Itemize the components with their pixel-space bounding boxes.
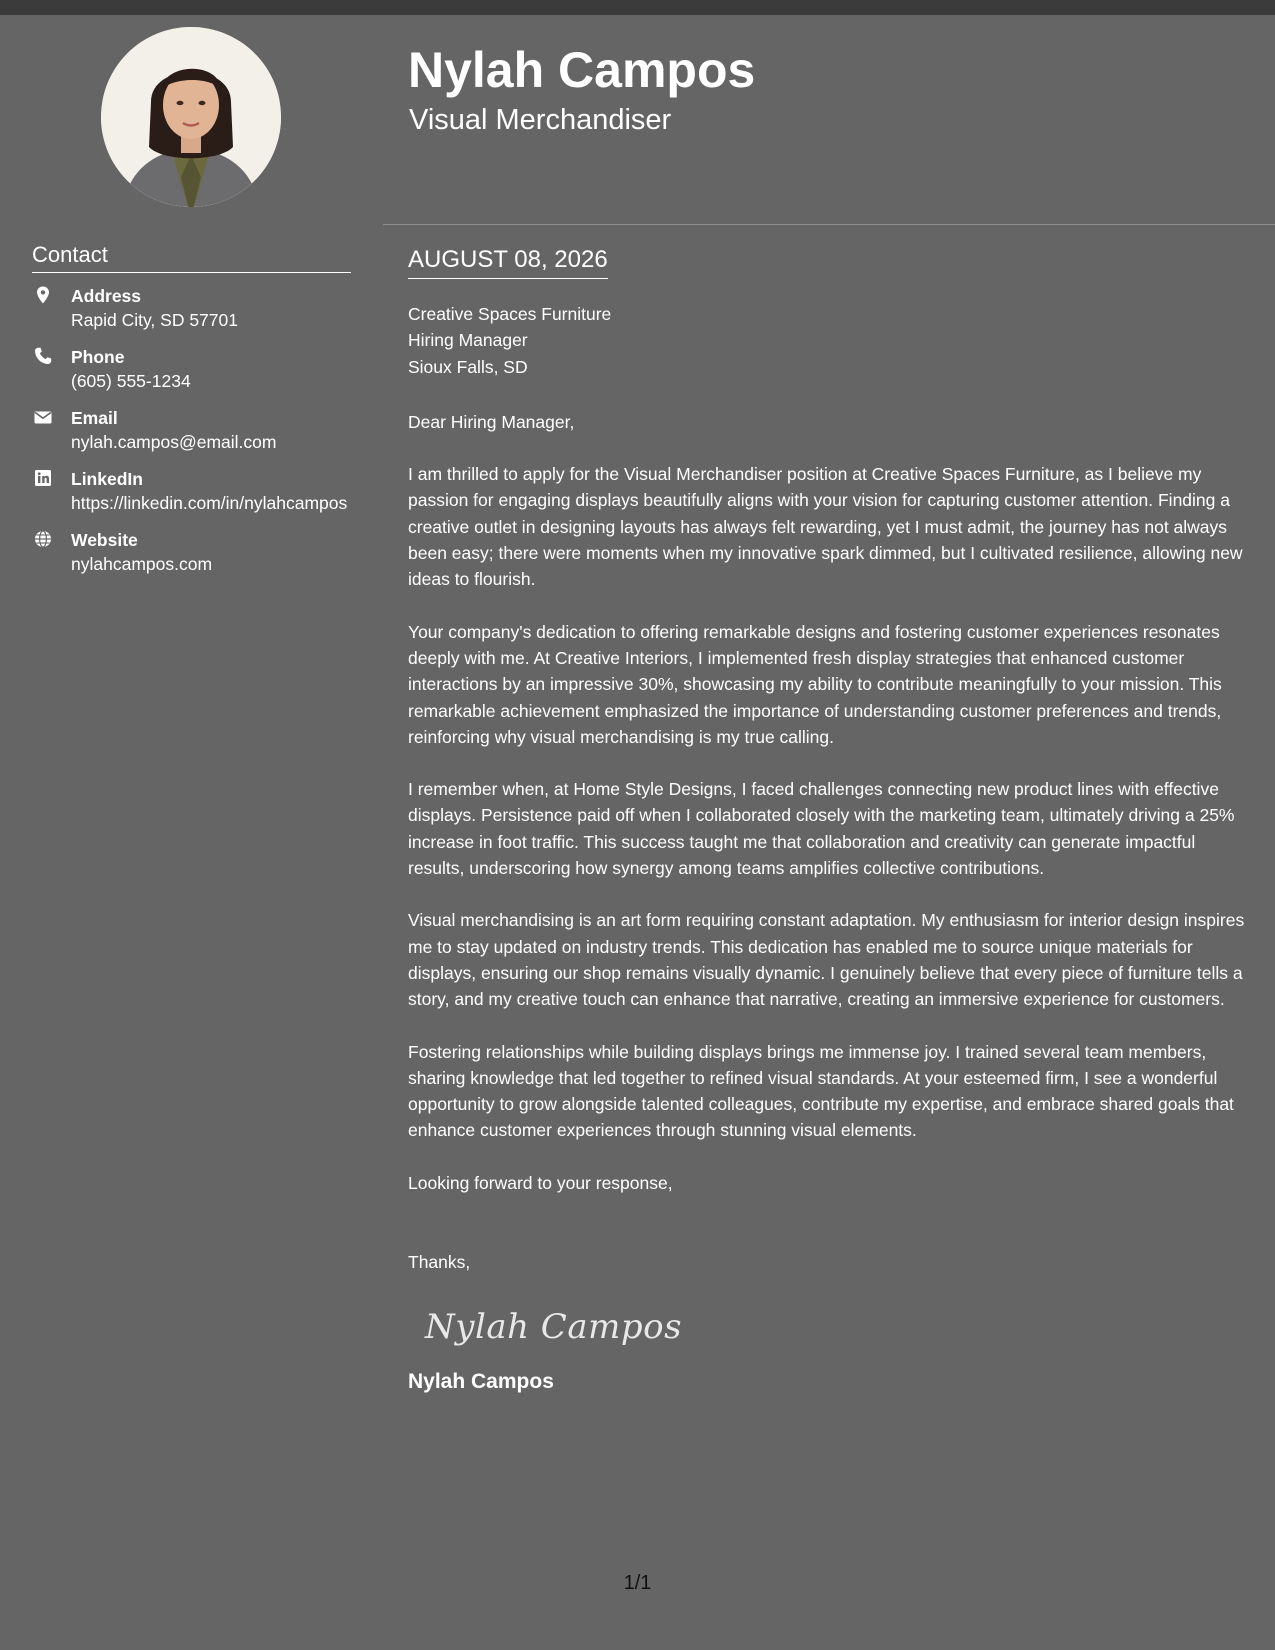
contact-item-address	[32, 284, 362, 332]
recipient-company: Creative Spaces Furniture	[408, 304, 612, 324]
profile-photo	[101, 27, 281, 207]
paragraph: Your company's dedication to offering remarkable designs and fostering customer experiences resonates deeply with me. At Creative Interiors, I implemented fresh display strategies that enhanced customer interactions by an impressive 30%, showcasing my ability to contribute meaningfully to your mission. This remarkable achievement emphasized the importance of understanding customer preferences and trends, reinforcing why visual merchandising is my true calling.	[408, 621, 1222, 747]
sign-off: Thanks,	[408, 1252, 471, 1273]
contact-item-phone	[32, 345, 362, 393]
envelope-icon	[34, 408, 52, 426]
closing-line: Looking forward to your response,	[408, 1172, 673, 1193]
paragraph: I am thrilled to apply for the Visual Merchandiser position at Creative Spaces Furniture, as I believe my passion for engaging displays beautifully aligns with your vision for capturing customer attention. Finding a creative outlet in designing layouts has always felt rewarding, yet I must admit, the journey has not always been easy; there were moments when my innovative spark dimmed, but I cultivated resilience, allowing new ideas to flourish.	[408, 464, 1243, 590]
contact-item-website	[32, 528, 362, 576]
letter-body	[408, 301, 1253, 1397]
candidate-name: Nylah Campos	[408, 42, 756, 98]
linkedin-icon	[34, 469, 52, 487]
signer-name: Nylah Campos	[408, 1370, 554, 1394]
contact-item-email	[32, 406, 362, 454]
contact-list	[32, 284, 362, 589]
paragraph: Visual merchandising is an art form requiring constant adaptation. My enthusiasm for interior design inspires me to stay updated on industry trends. This dedication has enabled me to source unique materials for displays, ensuring our shop remains visually dynamic. I genuinely believe that every piece of furniture tells a story, and my creative touch can enhance that narrative, creating an immersive experience for customers.	[408, 910, 1245, 1010]
contact-label-phone: Phone	[71, 347, 125, 367]
paragraph: Fostering relationships while building displays brings me immense joy. I trained several team members, sharing knowledge that led together to refined visual standards. At your esteemed firm, I see a wonderful opportunity to grow alongside talented colleagues, contribute my expertise, and embrace shared goals that enhance customer experiences through stunning visual elements.	[408, 1041, 1234, 1141]
contact-label-address: Address	[71, 286, 142, 306]
contact-label-website: Website	[71, 530, 138, 550]
contact-value-linkedin[interactable]: https://linkedin.com/in/nylahcampos	[71, 493, 348, 513]
salutation: Dear Hiring Manager,	[408, 411, 575, 432]
recipient-title: Hiring Manager	[408, 330, 528, 351]
job-title: Visual Merchandiser	[409, 104, 672, 136]
contact-item-linkedin	[32, 467, 362, 515]
contact-value-phone: (605) 555-1234	[71, 371, 191, 391]
recipient-location: Sioux Falls, SD	[408, 356, 528, 377]
contact-label-email: Email	[71, 408, 118, 428]
letter-date: AUGUST 08, 2026	[408, 243, 608, 279]
contact-value-website[interactable]: nylahcampos.com	[71, 554, 213, 574]
phone-icon	[34, 347, 52, 365]
globe-icon	[34, 530, 52, 548]
page-number: 1/1	[623, 1572, 652, 1594]
header-divider	[383, 224, 1275, 225]
top-bar	[0, 0, 1275, 15]
contact-value-address: Rapid City, SD 57701	[71, 310, 238, 330]
recipient-block	[408, 301, 1253, 380]
paragraph: I remember when, at Home Style Designs, I faced challenges connecting new product lines with effective displays. Persistence paid off when I collaborated closely with the marketing team, ultimately driving a 25% increase in foot traffic. This success taught me that collaboration and creativity can generate impactful results, underscoring how synergy among teams amplifies collective contributions.	[408, 779, 1235, 879]
map-pin-icon	[34, 286, 52, 304]
contact-heading: Contact	[32, 240, 351, 273]
contact-label-linkedin: LinkedIn	[71, 469, 143, 489]
contact-value-email[interactable]: nylah.campos@email.com	[71, 432, 277, 452]
handwritten-signature: Nylah Campos	[425, 1307, 683, 1348]
